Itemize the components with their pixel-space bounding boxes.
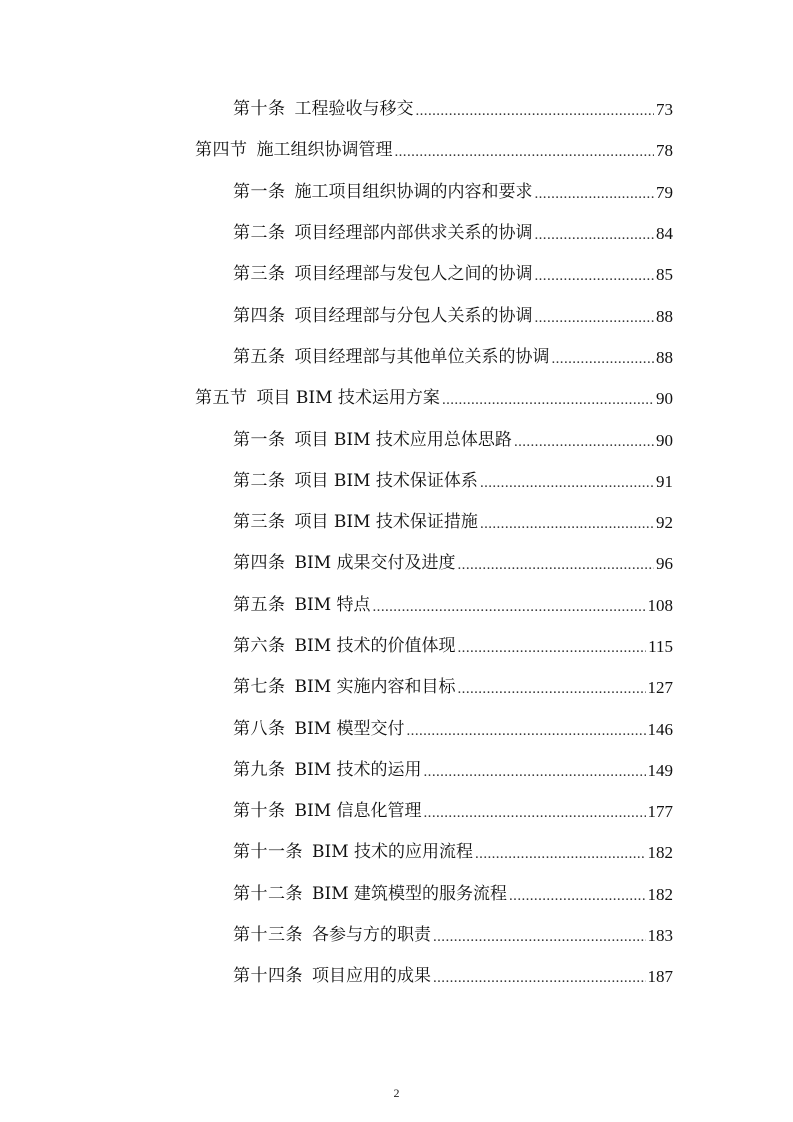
toc-article-entry[interactable] [0,502,673,543]
dot-leader [458,558,654,573]
toc-entry-page: 88 [656,347,673,367]
toc-article-entry[interactable] [0,832,673,873]
toc-article-entry[interactable] [0,708,673,749]
toc-article-entry[interactable] [0,750,673,791]
table-of-contents [0,89,793,998]
toc-entry-page: 73 [656,100,673,120]
toc-entry-page: 183 [647,926,673,946]
toc-entry-title: 项目经理部与分包人关系的协调 [294,305,533,326]
dot-leader [433,971,646,986]
toc-article-entry[interactable] [0,626,673,667]
dot-leader [458,641,647,656]
dot-leader [373,600,646,615]
dot-leader [458,682,646,697]
toc-entry-number: 第四条 [233,305,286,326]
dot-leader [475,847,645,862]
toc-entry-title: 施工组织协调管理 [256,140,393,161]
toc-section-entry[interactable] [0,130,673,171]
toc-entry-title: BIM 技术的运用 [294,759,422,780]
dot-leader [424,765,646,780]
toc-article-entry[interactable] [0,874,673,915]
toc-entry-page: 108 [647,595,673,615]
toc-article-entry[interactable] [0,667,673,708]
dot-leader [416,104,655,119]
dot-leader [514,435,654,450]
toc-entry-title: BIM 成果交付及进度 [294,553,456,574]
toc-entry-title: 项目 BIM 技术应用总体思路 [294,429,512,450]
toc-article-entry[interactable] [0,543,673,584]
toc-entry-number: 第五条 [233,346,286,367]
toc-article-entry[interactable] [0,585,673,626]
toc-entry-number: 第五节 [195,388,248,409]
toc-entry-number: 第五条 [233,594,286,615]
toc-entry-title: 项目应用的成果 [312,966,431,987]
toc-article-entry[interactable] [0,461,673,502]
toc-entry-page: 79 [656,182,673,202]
page-number: 2 [393,1086,400,1100]
dot-leader [535,311,655,326]
toc-entry-title: BIM 技术的价值体现 [294,636,456,656]
toc-entry-title: 项目经理部与发包人之间的协调 [294,264,533,285]
toc-entry-page: 149 [647,760,673,780]
toc-entry-title: BIM 建筑模型的服务流程 [312,883,508,904]
toc-entry-page: 85 [656,265,673,285]
toc-article-entry[interactable] [0,254,673,295]
toc-article-entry[interactable] [0,791,673,832]
toc-entry-page: 78 [656,141,673,161]
dot-leader [535,187,655,202]
toc-entry-page: 92 [656,513,673,533]
toc-entry-title: 各参与方的职责 [312,925,431,946]
toc-entry-number: 第十二条 [233,883,303,904]
toc-article-entry[interactable] [0,89,673,130]
toc-entry-number: 第四条 [233,553,286,574]
toc-entry-number: 第十条 [233,99,286,120]
toc-entry-number: 第九条 [233,759,286,780]
toc-entry-number: 第三条 [233,264,286,285]
toc-entry-number: 第八条 [233,718,286,739]
dot-leader [480,517,654,532]
toc-entry-number: 第三条 [233,512,286,533]
toc-entry-title: BIM 技术的应用流程 [312,842,474,863]
toc-entry-title: BIM 模型交付 [294,718,405,739]
toc-entry-page: 84 [656,224,673,244]
toc-entry-number: 第十三条 [233,925,303,946]
toc-article-entry[interactable] [0,915,673,956]
toc-entry-page: 90 [656,389,673,409]
toc-article-entry[interactable] [0,337,673,378]
toc-entry-page: 96 [656,554,673,574]
toc-entry-page: 182 [647,884,673,904]
toc-entry-number: 第一条 [233,429,286,450]
toc-entry-number: 第十条 [233,801,286,822]
toc-entry-title: 施工项目组织协调的内容和要求 [294,181,533,202]
toc-entry-page: 90 [656,430,673,450]
toc-entry-title: BIM 实施内容和目标 [294,677,456,698]
dot-leader [442,393,654,408]
dot-leader [424,806,646,821]
toc-entry-page: 182 [647,843,673,863]
dot-leader [407,724,646,739]
toc-entry-page: 177 [647,802,673,822]
toc-article-entry[interactable] [0,213,673,254]
dot-leader [535,228,655,243]
toc-entry-number: 第七条 [233,677,286,698]
toc-entry-number: 第二条 [233,223,286,244]
toc-entry-page: 115 [648,637,673,656]
toc-entry-page: 88 [656,306,673,326]
toc-article-entry[interactable] [0,172,673,213]
toc-entry-number: 第六条 [233,636,286,656]
toc-entry-number: 第十一条 [233,842,303,863]
toc-article-entry[interactable] [0,295,673,336]
dot-leader [535,269,655,284]
toc-entry-title: 项目经理部内部供求关系的协调 [294,223,533,244]
toc-article-entry[interactable] [0,956,673,997]
toc-entry-title: 项目 BIM 技术运用方案 [256,388,440,409]
dot-leader [480,476,654,491]
toc-entry-title: 项目经理部与其他单位关系的协调 [294,346,550,367]
toc-entry-page: 91 [656,471,673,491]
toc-article-entry[interactable] [0,419,673,460]
toc-entry-number: 第十四条 [233,966,303,987]
toc-entry-number: 第二条 [233,470,286,491]
toc-entry-title: BIM 特点 [294,594,371,615]
dot-leader [395,145,655,160]
toc-entry-number: 第一条 [233,181,286,202]
dot-leader [509,889,645,904]
toc-entry-title: 项目 BIM 技术保证体系 [294,470,478,491]
toc-entry-title: 工程验收与移交 [294,99,414,120]
dot-leader [552,352,655,367]
dot-leader [433,930,646,945]
toc-entry-page: 187 [647,967,673,987]
toc-entry-page: 127 [647,678,673,698]
toc-section-entry[interactable] [0,378,673,419]
toc-entry-page: 146 [647,719,673,739]
toc-entry-title: BIM 信息化管理 [294,801,422,822]
toc-entry-number: 第四节 [195,140,248,161]
toc-entry-title: 项目 BIM 技术保证措施 [294,512,478,533]
